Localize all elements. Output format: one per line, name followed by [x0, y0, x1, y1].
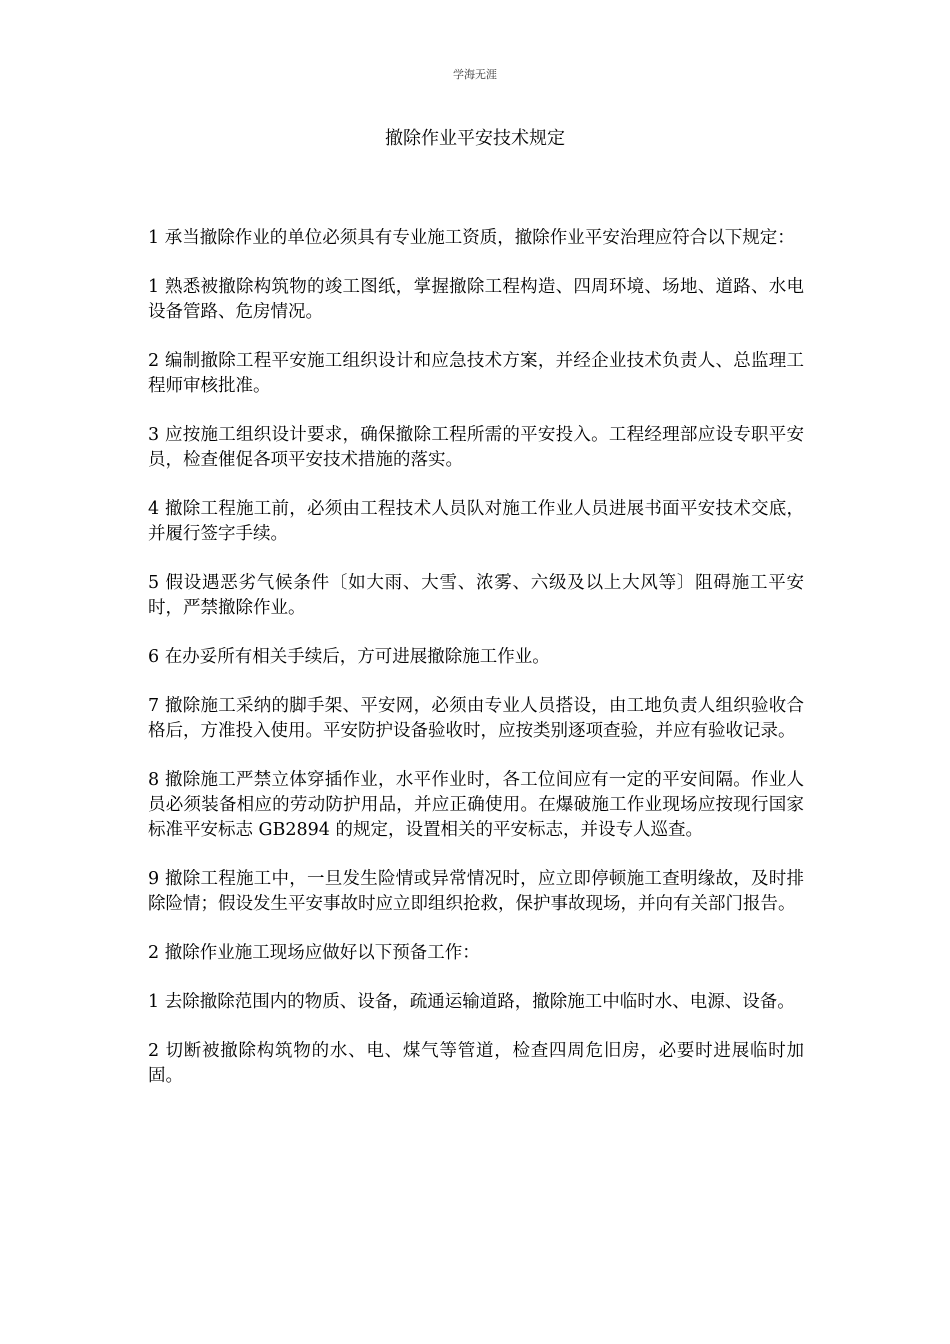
paragraph-item-3: 3 应按施工组织设计要求，确保撤除工程所需的平安投入。工程经理部应设专职平安员，检查催促各项平安技术措施的落实。	[148, 425, 804, 470]
paragraph-item-4: 4 撤除工程施工前，必须由工程技术人员队对施工作业人员进展书面平安技术交底，并履行签字手续。	[148, 499, 804, 544]
paragraph-item-5: 5 假设遇恶劣气候条件〔如大雨、大雪、浓雾、六级及以上大风等〕阻碍施工平安时，严禁撤除作业。	[148, 573, 804, 618]
paragraph-section-2-intro: 2 撤除作业施工现场应做好以下预备工作：	[148, 943, 480, 963]
paragraph-item-9: 9 撤除工程施工中，一旦发生险情或异常情况时，应立即停顿施工查明缘故，及时排除险情；假设发生平安事故时应立即组织抢救，保护事故现场，并向有关部门报告。	[148, 869, 804, 914]
document-title: 撤除作业平安技术规定	[385, 128, 565, 149]
paragraph-item-8: 8 撤除施工严禁立体穿插作业，水平作业时，各工位间应有一定的平安间隔。作业人员必须装备相应的劳动防护用品，并应正确使用。在爆破施工作业现场应按现行国家标准平安标志 GB2894 的规定，设置相关的平安标志，并设专人巡查。	[148, 770, 804, 840]
paragraph-item-7: 7 撤除施工采纳的脚手架、平安网，必须由专业人员搭设，由工地负责人组织验收合格后，方准投入使用。平安防护设备验收时，应按类别逐项查验，并应有验收记录。	[148, 696, 804, 741]
document-body	[148, 226, 804, 1113]
paragraph-section-1-intro: 1 承当撤除作业的单位必须具有专业施工资质，撤除作业平安治理应符合以下规定：	[148, 228, 795, 248]
page-header: 学海无涯	[453, 68, 497, 81]
paragraph-item-1: 1 熟悉被撤除构筑物的竣工图纸，掌握撤除工程构造、四周环境、场地、道路、水电设备管路、危房情况。	[148, 277, 804, 322]
paragraph-prep-item-2: 2 切断被撤除构筑物的水、电、煤气等管道，检查四周危旧房，必要时进展临时加固。	[148, 1041, 804, 1086]
paragraph-item-6: 6 在办妥所有相关手续后，方可进展撤除施工作业。	[148, 647, 550, 667]
paragraph-item-2: 2 编制撤除工程平安施工组织设计和应急技术方案，并经企业技术负责人、总监理工程师审核批准。	[148, 351, 804, 396]
paragraph-prep-item-1: 1 去除撤除范围内的物质、设备，疏通运输道路，撤除施工中临时水、电源、设备。	[148, 992, 795, 1012]
